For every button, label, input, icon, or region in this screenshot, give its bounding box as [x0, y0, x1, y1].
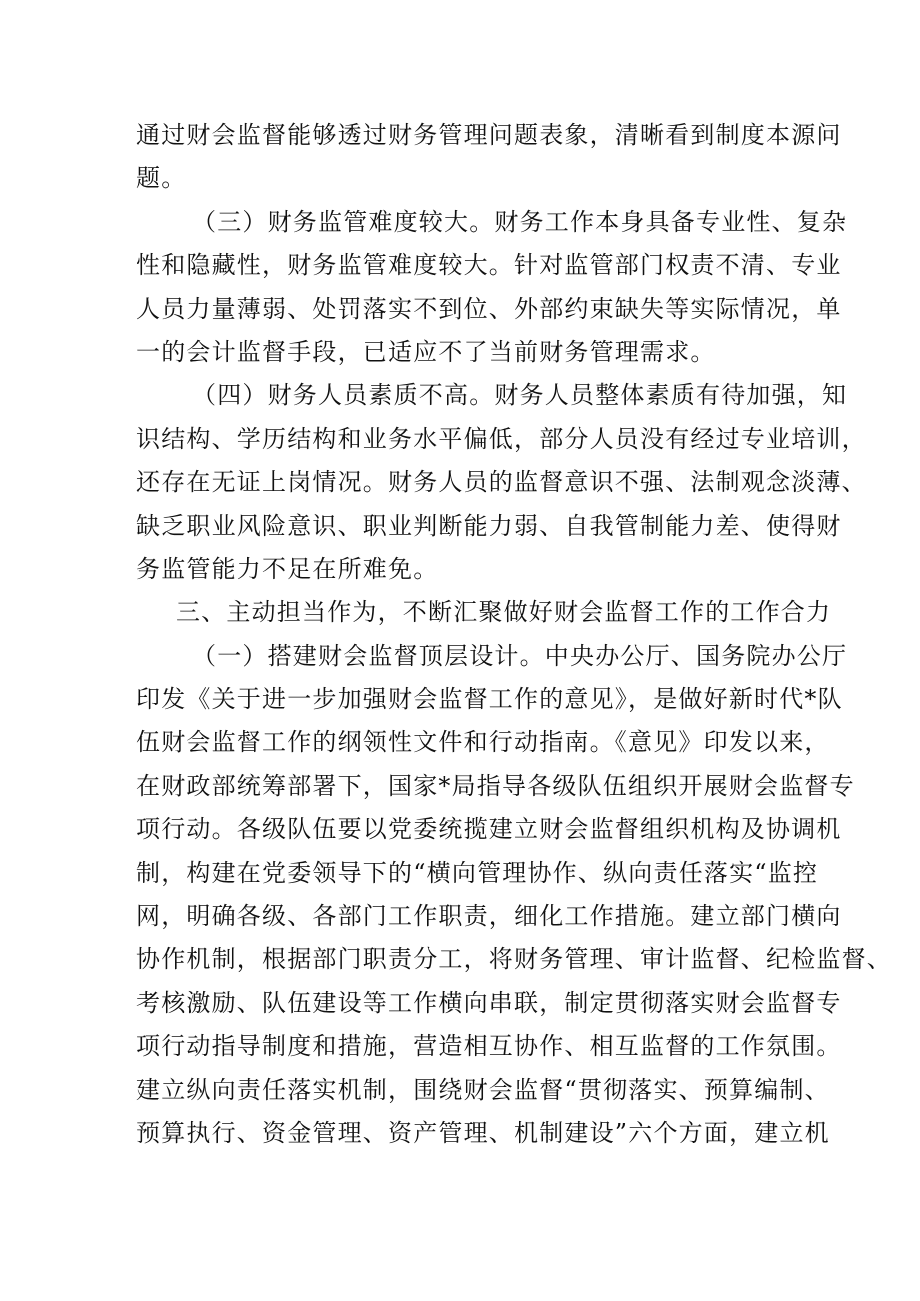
text-line: 协作机制，根据部门职责分工，将财务管理、审计监督、纪检监督、 — [136, 945, 892, 974]
text-line: 还存在无证上岗情况。财务人员的监督意识不强、法制观念淡薄、 — [136, 468, 867, 497]
text-line: 务监管能力不足在所难免。 — [136, 554, 439, 583]
text-line: 建立纵向责任落实机制，围绕财会监督“贯彻落实、预算编制、 — [136, 1075, 830, 1104]
text-line: 通过财会监督能够透过财务管理问题表象，清晰看到制度本源问 — [136, 121, 842, 149]
text-line: 考核激励、队伍建设等工作横向串联，制定贯彻落实财会监督专 — [136, 988, 842, 1017]
text-line: 项行动指导制度和措施，营造相互协作、相互监督的工作氛围。 — [136, 1032, 842, 1061]
text-line: 项行动。各级队伍要以党委统揽建立财会监督组织机构及协调机 — [136, 815, 842, 844]
paragraph-heading-4: （四）财务人员素质不高。财务人员整体素质有待加强，知 — [192, 381, 848, 410]
section-heading: 三、主动担当作为，不断汇聚做好财会监督工作的工作合力 — [176, 598, 832, 627]
text-line: 伍财会监督工作的纲领性文件和行动指南。《意见》印发以来， — [136, 728, 830, 757]
text-line: 印发《关于进一步加强财会监督工作的意见》，是做好新时代*队 — [136, 685, 843, 714]
body-text — [136, 114, 892, 1155]
text-line: 预算执行、资金管理、资产管理、机制建设”六个方面，建立机 — [136, 1118, 830, 1147]
text-line: 识结构、学历结构和业务水平偏低，部分人员没有经过专业培训， — [136, 424, 867, 453]
paragraph-heading-1: （一）搭建财会监督顶层设计。中央办公厅、国务院办公厅 — [192, 641, 848, 670]
paragraph-heading-3: （三）财务监管难度较大。财务工作本身具备专业性、复杂 — [192, 207, 848, 236]
text-line: 题。 — [136, 164, 187, 193]
text-line: 制，构建在党委领导下的“横向管理协作、纵向责任落实“监控 — [136, 858, 819, 887]
text-line: 性和隐藏性，财务监管难度较大。针对监管部门权责不清、专业 — [136, 251, 842, 280]
text-line: 人员力量薄弱、处罚落实不到位、外部约束缺失等实际情况，单 — [136, 294, 842, 323]
text-line: 在财政部统筹部署下，国家*局指导各级队伍组织开展财会监督专 — [136, 771, 855, 800]
text-line: 缺乏职业风险意识、职业判断能力弱、自我管制能力差、使得财 — [136, 511, 842, 540]
text-line: 网，明确各级、各部门工作职责，细化工作措施。建立部门横向 — [136, 902, 842, 931]
text-line: 一的会计监督手段，已适应不了当前财务管理需求。 — [136, 337, 716, 366]
